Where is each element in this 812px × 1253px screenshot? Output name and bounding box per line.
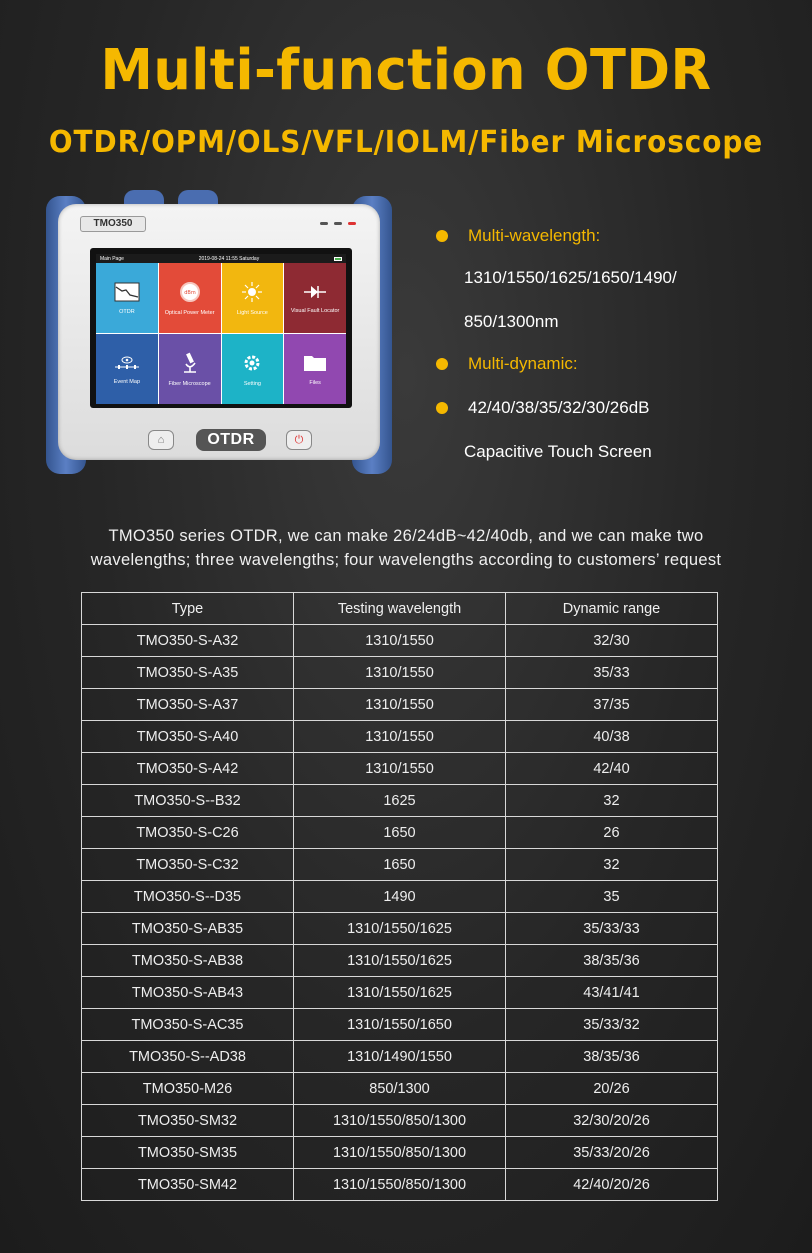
cell-testing-wavelength: 1310/1550/1625 (294, 977, 506, 1009)
table-body (82, 625, 718, 1201)
cell-dynamic-range: 42/40 (506, 753, 718, 785)
power-icon: ⏻ (294, 434, 304, 446)
cell-dynamic-range: 35/33/20/26 (506, 1137, 718, 1169)
status-leds (320, 222, 356, 225)
cell-type: TMO350-S--AD38 (82, 1041, 294, 1073)
cell-dynamic-range: 32 (506, 849, 718, 881)
header-testing-wavelength: Testing wavelength (294, 593, 506, 625)
bullet-icon (436, 358, 448, 370)
cell-type: TMO350-S-AB43 (82, 977, 294, 1009)
cell-type: TMO350-S-A35 (82, 657, 294, 689)
cell-testing-wavelength: 1310/1550 (294, 657, 506, 689)
table-row (82, 785, 718, 817)
cell-testing-wavelength: 1310/1550/850/1300 (294, 1169, 506, 1201)
cell-type: TMO350-SM42 (82, 1169, 294, 1201)
otdr-trace-icon (114, 282, 140, 307)
cell-dynamic-range: 35/33/33 (506, 913, 718, 945)
table-row (82, 689, 718, 721)
event-map-icon (114, 354, 140, 377)
tile-label: Files (309, 379, 321, 386)
cell-testing-wavelength: 1310/1550/1625 (294, 913, 506, 945)
table-row (82, 945, 718, 977)
gear-icon (241, 352, 263, 379)
cell-dynamic-range: 38/35/36 (506, 945, 718, 977)
table-row (82, 753, 718, 785)
feature-label: Multi-dynamic: (468, 354, 578, 373)
tile-label: Optical Power Meter (164, 309, 215, 316)
screen-content (96, 254, 346, 404)
tile-label: OTDR (119, 308, 135, 315)
feature-multi-dynamic (432, 354, 578, 374)
cell-type: TMO350-S-AC35 (82, 1009, 294, 1041)
cell-dynamic-range: 40/38 (506, 721, 718, 753)
cell-type: TMO350-M26 (82, 1073, 294, 1105)
page-title: Multi-function OTDR (100, 38, 712, 103)
table-row (82, 913, 718, 945)
cell-testing-wavelength: 1650 (294, 849, 506, 881)
cell-testing-wavelength: 1310/1550/1650 (294, 1009, 506, 1041)
header-type: Type (82, 593, 294, 625)
otdr-mode-button[interactable]: OTDR (196, 429, 266, 451)
tile-label: Visual Fault Locator (290, 307, 340, 314)
tile-fiber-microscope[interactable] (159, 334, 221, 404)
tile-otdr[interactable] (96, 263, 158, 333)
tile-event-map[interactable] (96, 334, 158, 404)
cell-type: TMO350-S-A42 (82, 753, 294, 785)
page-label: Main Page (100, 255, 124, 262)
cell-dynamic-range: 26 (506, 817, 718, 849)
cell-type: TMO350-S-A37 (82, 689, 294, 721)
tile-files[interactable] (284, 334, 346, 404)
feature-text: Capacitive Touch Screen (464, 442, 652, 461)
cell-testing-wavelength: 1310/1550/850/1300 (294, 1137, 506, 1169)
cell-testing-wavelength: 1310/1550/1625 (294, 945, 506, 977)
spec-table (81, 592, 718, 1201)
header-dynamic-range: Dynamic range (506, 593, 718, 625)
power-meter-icon (179, 281, 201, 308)
table-row (82, 1009, 718, 1041)
device-screen (90, 248, 352, 408)
microscope-icon (180, 352, 200, 379)
light-source-icon (241, 281, 263, 308)
cell-dynamic-range: 43/41/41 (506, 977, 718, 1009)
cell-dynamic-range: 37/35 (506, 689, 718, 721)
cell-type: TMO350-S-AB38 (82, 945, 294, 977)
table-row (82, 1041, 718, 1073)
cell-testing-wavelength: 1310/1490/1550 (294, 1041, 506, 1073)
datetime: 2019-08-24 11:55 Saturday (198, 255, 260, 262)
table-row (82, 657, 718, 689)
home-icon: ⌂ (157, 434, 165, 446)
device-body (58, 204, 380, 460)
tile-optical-power-meter[interactable] (159, 263, 221, 333)
table-row (82, 817, 718, 849)
battery-icon (334, 257, 342, 261)
fault-locator-icon (303, 283, 327, 306)
otdr-device-image (46, 190, 392, 480)
cell-testing-wavelength: 850/1300 (294, 1073, 506, 1105)
table-row (82, 1105, 718, 1137)
cell-dynamic-range: 42/40/20/26 (506, 1169, 718, 1201)
feature-dynamic-values (432, 398, 650, 418)
feature-text: 850/1300nm (464, 312, 559, 331)
feature-text: 1310/1550/1625/1650/1490/ (464, 268, 677, 287)
cell-type: TMO350-S-AB35 (82, 913, 294, 945)
tile-light-source[interactable] (222, 263, 284, 333)
cell-type: TMO350-S--B32 (82, 785, 294, 817)
description (0, 524, 812, 572)
led-indicator (320, 222, 328, 225)
cell-dynamic-range: 20/26 (506, 1073, 718, 1105)
led-indicator (334, 222, 342, 225)
cell-testing-wavelength: 1650 (294, 817, 506, 849)
cell-testing-wavelength: 1310/1550/850/1300 (294, 1105, 506, 1137)
cell-testing-wavelength: 1490 (294, 881, 506, 913)
description-line: wavelengths; three wavelengths; four wavelengths according to customers’ request (90, 551, 722, 569)
status-bar (96, 254, 346, 263)
feature-label: Multi-wavelength: (468, 226, 601, 245)
power-button[interactable] (286, 430, 312, 450)
cell-testing-wavelength: 1310/1550 (294, 753, 506, 785)
table-row (82, 625, 718, 657)
svg-text:dBm: dBm (183, 289, 196, 296)
led-indicator (348, 222, 356, 225)
tile-label: Setting (243, 380, 261, 387)
folder-icon (303, 353, 327, 378)
control-row (118, 426, 324, 456)
cell-dynamic-range: 35/33/32 (506, 1009, 718, 1041)
tile-setting[interactable] (222, 334, 284, 404)
bullet-icon (436, 402, 448, 414)
cell-dynamic-range: 35 (506, 881, 718, 913)
cell-type: TMO350-S-C26 (82, 817, 294, 849)
cell-testing-wavelength: 1625 (294, 785, 506, 817)
table-row (82, 1137, 718, 1169)
cell-type: TMO350-S--D35 (82, 881, 294, 913)
tile-visual-fault-locator[interactable] (284, 263, 346, 333)
table-row (82, 977, 718, 1009)
tile-label: Light Source (236, 309, 268, 316)
cell-type: TMO350-S-C32 (82, 849, 294, 881)
table-row (82, 1073, 718, 1105)
brand-plate: TMO350 (80, 216, 146, 232)
table-header-row (82, 593, 718, 625)
tile-label: Event Map (113, 378, 141, 385)
cell-dynamic-range: 32/30/20/26 (506, 1105, 718, 1137)
cell-type: TMO350-SM32 (82, 1105, 294, 1137)
cell-testing-wavelength: 1310/1550 (294, 625, 506, 657)
page-subtitle: OTDR/OPM/OLS/VFL/IOLM/Fiber Microscope (48, 125, 764, 160)
app-grid (96, 263, 346, 404)
cell-type: TMO350-S-A32 (82, 625, 294, 657)
table-row (82, 881, 718, 913)
home-button[interactable] (148, 430, 174, 450)
cell-dynamic-range: 32/30 (506, 625, 718, 657)
cell-dynamic-range: 32 (506, 785, 718, 817)
table-row (82, 721, 718, 753)
feature-text: 42/40/38/35/32/30/26dB (468, 398, 650, 417)
cell-testing-wavelength: 1310/1550 (294, 689, 506, 721)
cell-testing-wavelength: 1310/1550 (294, 721, 506, 753)
cell-dynamic-range: 35/33 (506, 657, 718, 689)
bullet-icon (436, 230, 448, 242)
cell-type: TMO350-S-A40 (82, 721, 294, 753)
cell-dynamic-range: 38/35/36 (506, 1041, 718, 1073)
cell-type: TMO350-SM35 (82, 1137, 294, 1169)
description-line: TMO350 series OTDR, we can make 26/24dB~42/40db, and we can make two (108, 527, 704, 545)
table-row (82, 1169, 718, 1201)
table-row (82, 849, 718, 881)
tile-label: Fiber Microscope (168, 380, 211, 387)
feature-multi-wavelength (432, 226, 600, 246)
